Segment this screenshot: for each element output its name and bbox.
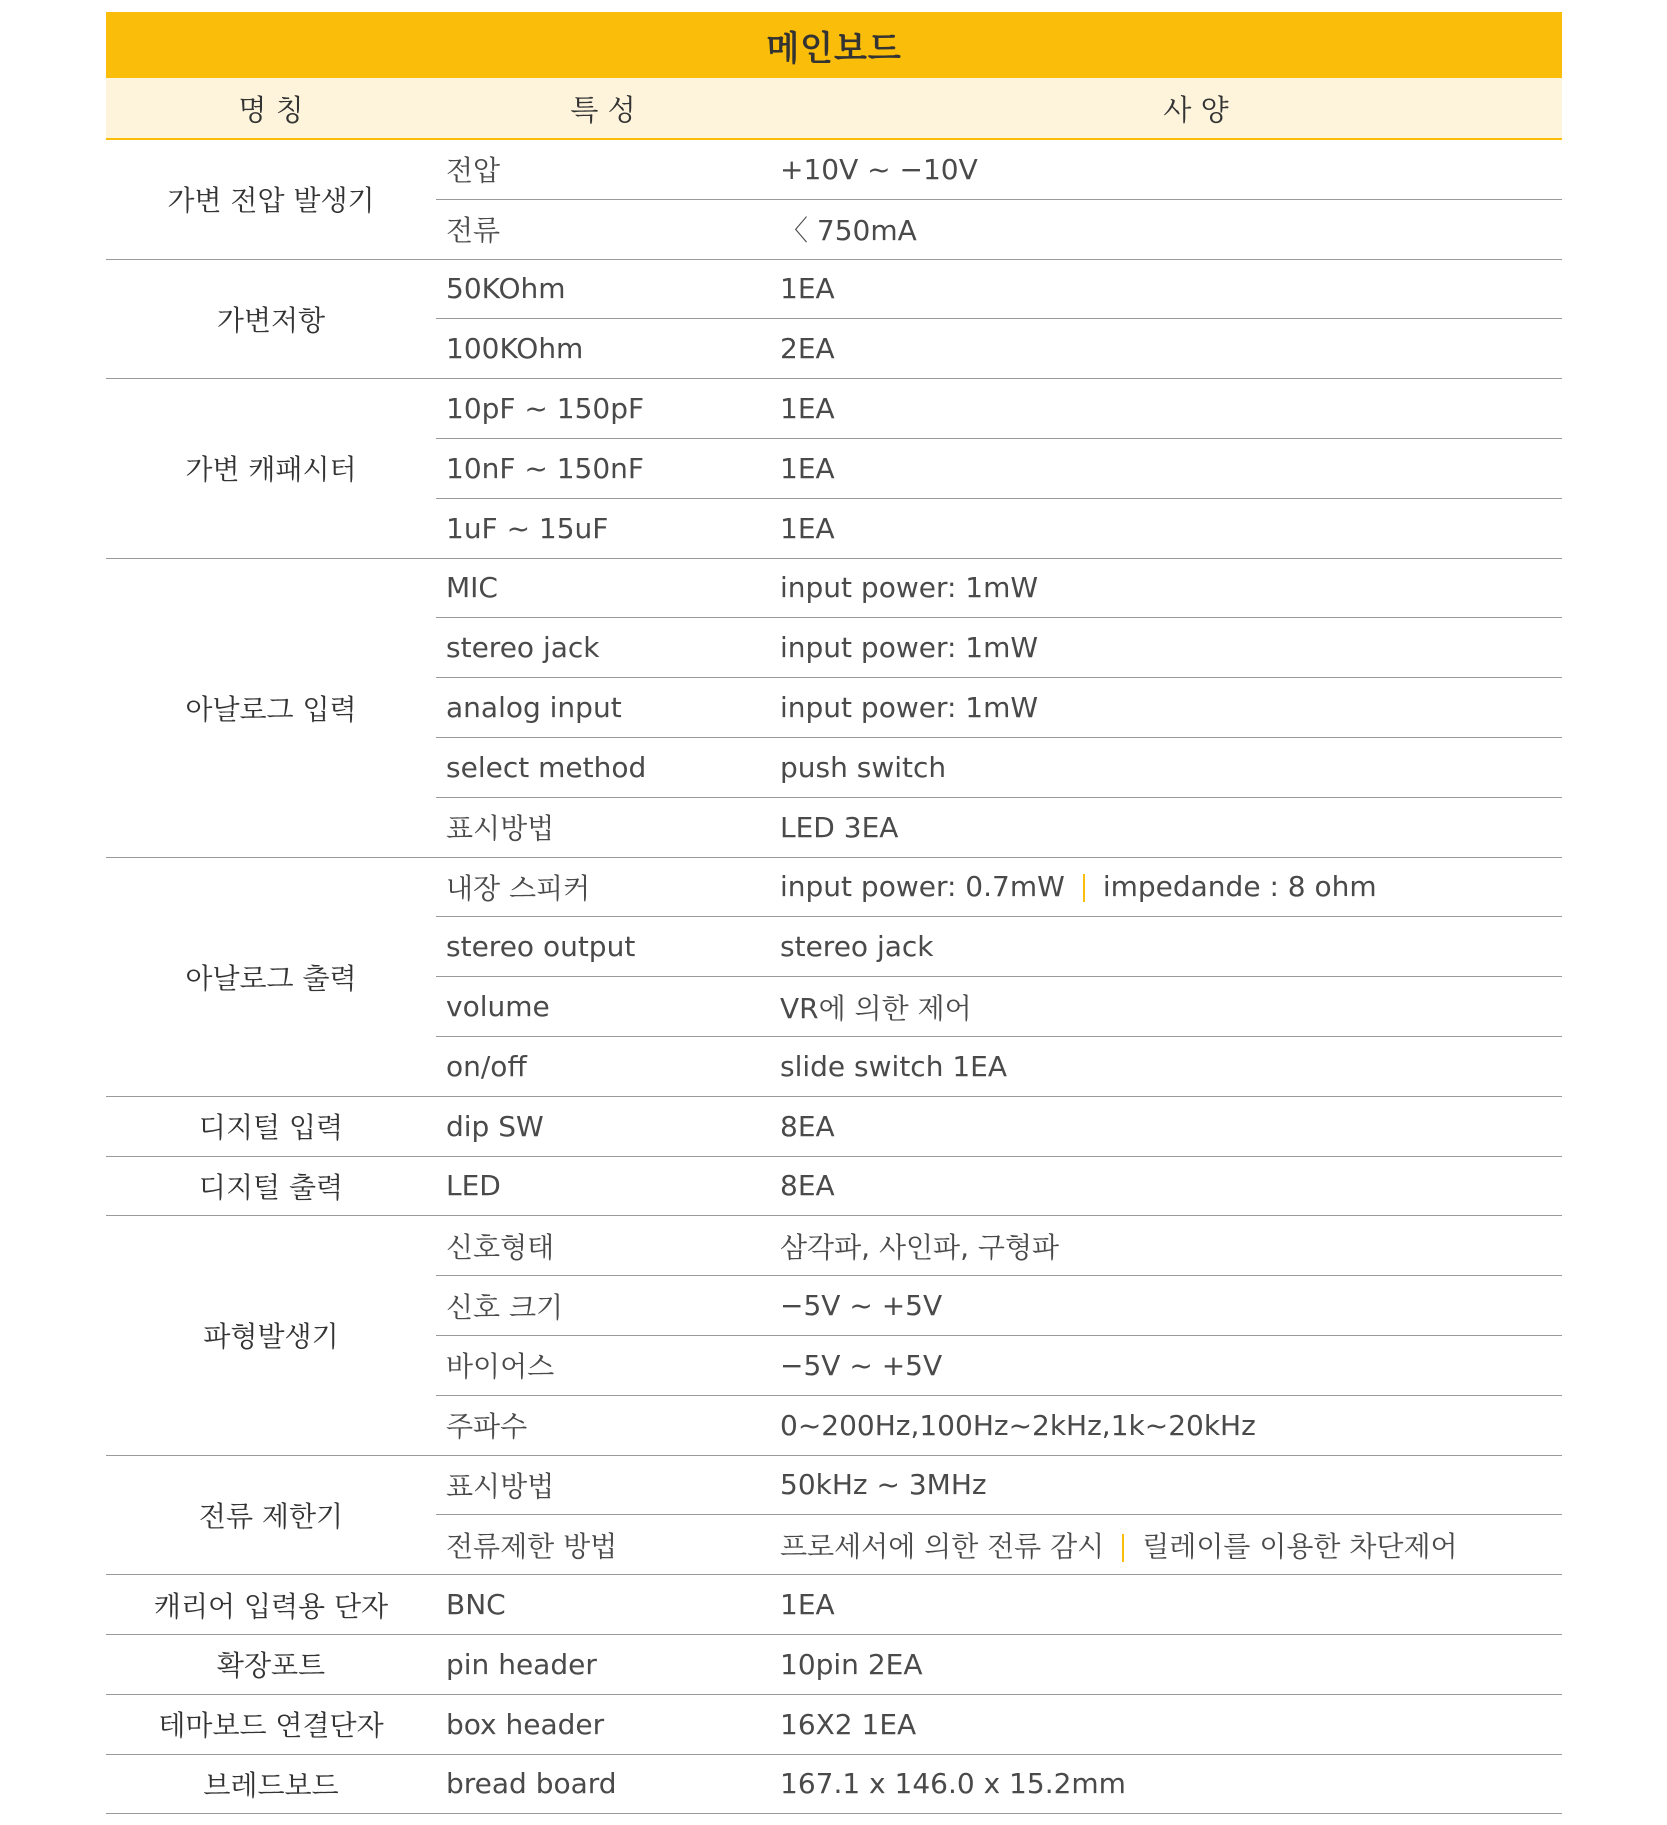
property-cell: stereo output xyxy=(436,917,770,977)
spec-cell xyxy=(770,1694,1562,1754)
spec-text: LED 3EA xyxy=(780,810,899,844)
table-row xyxy=(106,259,1562,319)
spec-text: 1EA xyxy=(780,1588,835,1622)
property-cell: select method xyxy=(436,737,770,797)
group-name-cell: 확장포트 xyxy=(106,1634,436,1694)
property-cell: LED xyxy=(436,1156,770,1216)
spec-text: 1EA xyxy=(780,272,835,306)
group-name-cell: 아날로그 입력 xyxy=(106,558,436,857)
property-cell: 표시방법 xyxy=(436,1455,770,1515)
spec-text: VR에 의한 제어 xyxy=(780,991,972,1025)
spec-text: 〈 750mA xyxy=(780,214,917,248)
spec-text: 1EA xyxy=(780,392,835,426)
property-cell: 전류 xyxy=(436,199,770,259)
spec-text: 16X2 1EA xyxy=(780,1707,917,1741)
property-cell: 1uF ~ 15uF xyxy=(436,498,770,558)
group-name-cell: 테마보드 연결단자 xyxy=(106,1694,436,1754)
spec-cell xyxy=(770,558,1562,618)
spec-cell xyxy=(770,1455,1562,1515)
spec-cell xyxy=(770,1634,1562,1694)
spec-text: 1EA xyxy=(780,451,835,485)
spec-text: input power: 0.7mW xyxy=(780,870,1065,904)
spec-cell xyxy=(770,917,1562,977)
header-name: 명 칭 xyxy=(106,78,436,139)
spec-text: 1EA xyxy=(780,511,835,545)
spec-cell xyxy=(770,438,1562,498)
property-cell: 주파수 xyxy=(436,1395,770,1455)
property-cell: on/off xyxy=(436,1036,770,1096)
spec-cell xyxy=(770,1754,1562,1814)
table-row xyxy=(106,1216,1562,1276)
group-name-cell: 디지털 출력 xyxy=(106,1156,436,1216)
spec-cell xyxy=(770,1395,1562,1455)
table-row xyxy=(106,1156,1562,1216)
group-name-cell: 브레드보드 xyxy=(106,1754,436,1814)
group-name-cell: 디지털 입력 xyxy=(106,1096,436,1156)
table-row xyxy=(106,139,1562,199)
group-name-cell: 가변 전압 발생기 xyxy=(106,139,436,259)
spec-separator xyxy=(1083,874,1085,902)
spec-cell xyxy=(770,797,1562,857)
spec-text: input power: 1mW xyxy=(780,691,1039,725)
spec-text: push switch xyxy=(780,750,947,784)
header-property: 특 성 xyxy=(436,78,770,139)
spec-text: −5V ~ +5V xyxy=(780,1289,943,1323)
spec-cell xyxy=(770,857,1562,917)
spec-text: 50kHz ~ 3MHz xyxy=(780,1468,987,1502)
spec-text: 8EA xyxy=(780,1109,835,1143)
property-cell: 전류제한 방법 xyxy=(436,1515,770,1575)
property-cell: volume xyxy=(436,977,770,1037)
group-name-cell: 파형발생기 xyxy=(106,1216,436,1455)
spec-text: 삼각파, 사인파, 구형파 xyxy=(780,1230,1060,1264)
spec-separator xyxy=(1122,1534,1124,1562)
property-cell: 신호 크기 xyxy=(436,1276,770,1336)
spec-text: 167.1 x 146.0 x 15.2mm xyxy=(780,1767,1126,1801)
table-body xyxy=(106,139,1562,1814)
spec-cell xyxy=(770,259,1562,319)
spec-cell xyxy=(770,379,1562,439)
spec-text: 프로세서에 의한 전류 감시 xyxy=(780,1529,1105,1563)
property-cell: bread board xyxy=(436,1754,770,1814)
spec-text: input power: 1mW xyxy=(780,631,1039,665)
spec-cell xyxy=(770,199,1562,259)
table-row xyxy=(106,1694,1562,1754)
spec-cell xyxy=(770,618,1562,678)
property-cell: analog input xyxy=(436,678,770,738)
spec-cell xyxy=(770,1216,1562,1276)
property-cell: 50KOhm xyxy=(436,259,770,319)
group-name-cell: 가변 캐패시터 xyxy=(106,379,436,558)
table-row xyxy=(106,1754,1562,1814)
spec-text-secondary: impedande : 8 ohm xyxy=(1102,870,1377,904)
spec-text: −5V ~ +5V xyxy=(780,1348,943,1382)
spec-cell xyxy=(770,319,1562,379)
property-cell: stereo jack xyxy=(436,618,770,678)
spec-text-secondary: 릴레이를 이용한 차단제어 xyxy=(1142,1529,1458,1563)
spec-text: 10pin 2EA xyxy=(780,1647,923,1681)
table-row xyxy=(106,1575,1562,1635)
spec-cell xyxy=(770,1096,1562,1156)
spec-cell xyxy=(770,498,1562,558)
property-cell: 신호형태 xyxy=(436,1216,770,1276)
group-name-cell: 전류 제한기 xyxy=(106,1455,436,1575)
property-cell: box header xyxy=(436,1694,770,1754)
spec-text: +10V ~ −10V xyxy=(780,152,978,186)
property-cell: BNC xyxy=(436,1575,770,1635)
property-cell: 전압 xyxy=(436,139,770,199)
spec-cell xyxy=(770,1575,1562,1635)
spec-cell xyxy=(770,977,1562,1037)
spec-text: 0~200Hz,100Hz~2kHz,1k~20kHz xyxy=(780,1408,1256,1442)
table-row xyxy=(106,558,1562,618)
spec-cell xyxy=(770,1335,1562,1395)
table-row xyxy=(106,1096,1562,1156)
table-row xyxy=(106,857,1562,917)
spec-text: 8EA xyxy=(780,1169,835,1203)
property-cell: 10nF ~ 150nF xyxy=(436,438,770,498)
spec-table xyxy=(106,12,1562,1814)
table-title: 메인보드 xyxy=(106,12,1562,78)
table-row xyxy=(106,379,1562,439)
spec-cell xyxy=(770,1036,1562,1096)
spec-cell xyxy=(770,737,1562,797)
spec-text: stereo jack xyxy=(780,930,934,964)
property-cell: 표시방법 xyxy=(436,797,770,857)
table-row xyxy=(106,1634,1562,1694)
spec-cell xyxy=(770,1156,1562,1216)
spec-text: 2EA xyxy=(780,332,835,366)
spec-cell xyxy=(770,1276,1562,1336)
group-name-cell: 가변저항 xyxy=(106,259,436,379)
spec-cell xyxy=(770,139,1562,199)
spec-cell xyxy=(770,1515,1562,1575)
property-cell: pin header xyxy=(436,1634,770,1694)
group-name-cell: 아날로그 출력 xyxy=(106,857,436,1096)
spec-cell xyxy=(770,678,1562,738)
property-cell: dip SW xyxy=(436,1096,770,1156)
spec-text: slide switch 1EA xyxy=(780,1049,1007,1083)
property-cell: 내장 스피커 xyxy=(436,857,770,917)
property-cell: MIC xyxy=(436,558,770,618)
header-row xyxy=(106,78,1562,139)
property-cell: 100KOhm xyxy=(436,319,770,379)
header-spec: 사 양 xyxy=(770,78,1562,139)
property-cell: 바이어스 xyxy=(436,1335,770,1395)
table-row xyxy=(106,1455,1562,1515)
spec-text: input power: 1mW xyxy=(780,571,1039,605)
group-name-cell: 캐리어 입력용 단자 xyxy=(106,1575,436,1635)
property-cell: 10pF ~ 150pF xyxy=(436,379,770,439)
